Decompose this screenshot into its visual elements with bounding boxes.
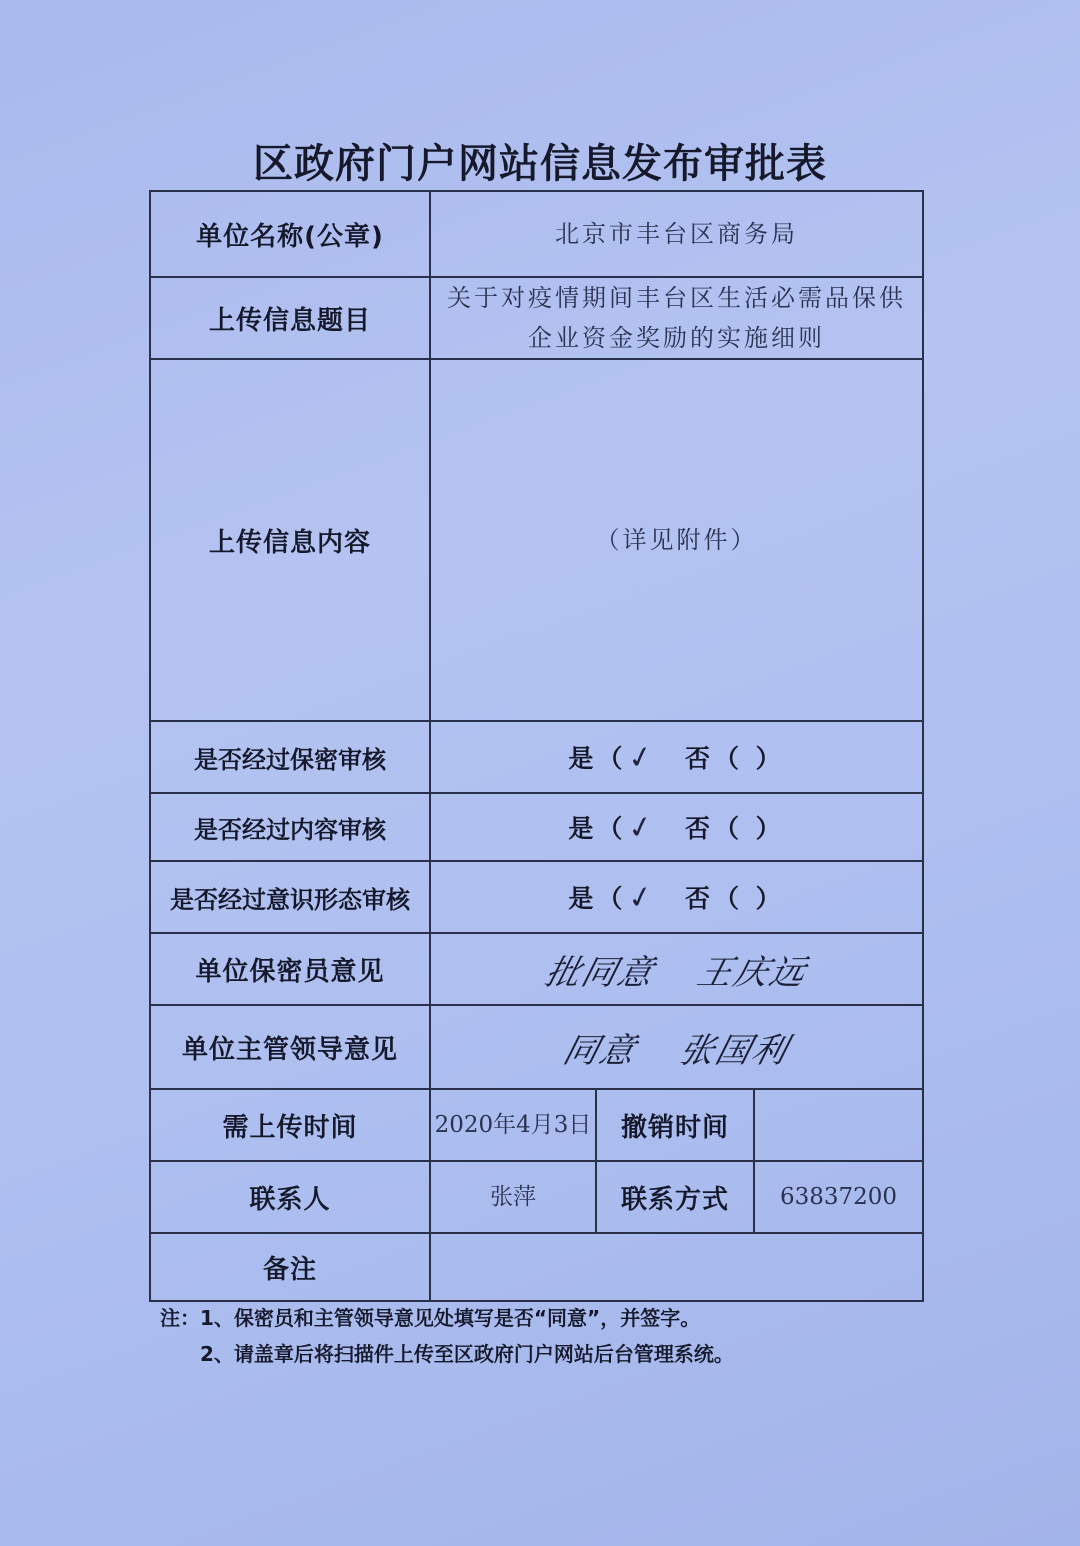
row-time xyxy=(150,1089,923,1161)
leader-label: 单位主管领导意见 xyxy=(150,1005,430,1089)
no-option: 否（ ） xyxy=(684,884,785,913)
check-mark-icon: ✓ xyxy=(625,807,661,848)
check-secrecy-answer xyxy=(430,721,923,793)
upload-time-label: 需上传时间 xyxy=(150,1089,430,1161)
unit-value: 北京市丰台区商务局 xyxy=(430,191,923,277)
unit-label: 单位名称(公章) xyxy=(150,191,430,277)
upload-time-value: 2020年4月3日 xyxy=(430,1089,596,1161)
row-remarks xyxy=(150,1233,923,1301)
no-option: 否（ ） xyxy=(684,814,785,843)
row-content xyxy=(150,359,923,721)
revoke-time-value xyxy=(754,1089,923,1161)
handwritten-signature: 王庆远 xyxy=(692,952,811,993)
row-contact xyxy=(150,1161,923,1233)
row-leader xyxy=(150,1005,923,1089)
check-content-label: 是否经过内容审核 xyxy=(150,793,430,861)
revoke-time-label: 撤销时间 xyxy=(596,1089,754,1161)
row-check-secrecy xyxy=(150,721,923,793)
footnote-2: 2、请盖章后将扫描件上传至区政府门户网站后台管理系统。 xyxy=(200,1342,734,1366)
content-label: 上传信息内容 xyxy=(150,359,430,721)
row-unit xyxy=(150,191,923,277)
content-value: （详见附件） xyxy=(430,359,923,721)
check-ideology-label: 是否经过意识形态审核 xyxy=(150,861,430,933)
contact-value: 张萍 xyxy=(430,1161,596,1233)
footnotes xyxy=(160,1300,734,1372)
check-mark-icon: ✓ xyxy=(625,877,661,918)
row-check-content xyxy=(150,793,923,861)
form-title: 区政府门户网站信息发布审批表 xyxy=(253,141,827,187)
remarks-label: 备注 xyxy=(150,1233,430,1301)
no-option: 否（ ） xyxy=(684,744,785,773)
contact-method-value: 63837200 xyxy=(754,1161,923,1233)
contact-method-label: 联系方式 xyxy=(596,1161,754,1233)
yes-option: 是（ xyxy=(568,884,627,913)
check-mark-icon: ✓ xyxy=(625,737,661,778)
check-ideology-answer xyxy=(430,861,923,933)
footnote-1: 注：1、保密员和主管领导意见处填写是否“同意”，并签字。 xyxy=(160,1306,701,1330)
yes-option: 是（ xyxy=(568,814,627,843)
leader-signature xyxy=(430,1005,923,1089)
check-content-answer xyxy=(430,793,923,861)
approval-form-table xyxy=(149,190,924,1302)
row-secrecy-officer xyxy=(150,933,923,1005)
info-title-label: 上传信息题目 xyxy=(150,277,430,359)
check-secrecy-label: 是否经过保密审核 xyxy=(150,721,430,793)
remarks-value xyxy=(430,1233,923,1301)
yes-option: 是（ xyxy=(568,744,627,773)
info-title-value: 关于对疫情期间丰台区生活必需品保供企业资金奖励的实施细则 xyxy=(430,277,923,359)
contact-label: 联系人 xyxy=(150,1161,430,1233)
secrecy-officer-label: 单位保密员意见 xyxy=(150,933,430,1005)
handwritten-opinion: 批同意 xyxy=(540,952,659,993)
secrecy-officer-signature xyxy=(430,933,923,1005)
handwritten-opinion: 同意 xyxy=(558,1030,641,1071)
row-info-title xyxy=(150,277,923,359)
handwritten-signature: 张国利 xyxy=(674,1030,793,1071)
row-check-ideology xyxy=(150,861,923,933)
